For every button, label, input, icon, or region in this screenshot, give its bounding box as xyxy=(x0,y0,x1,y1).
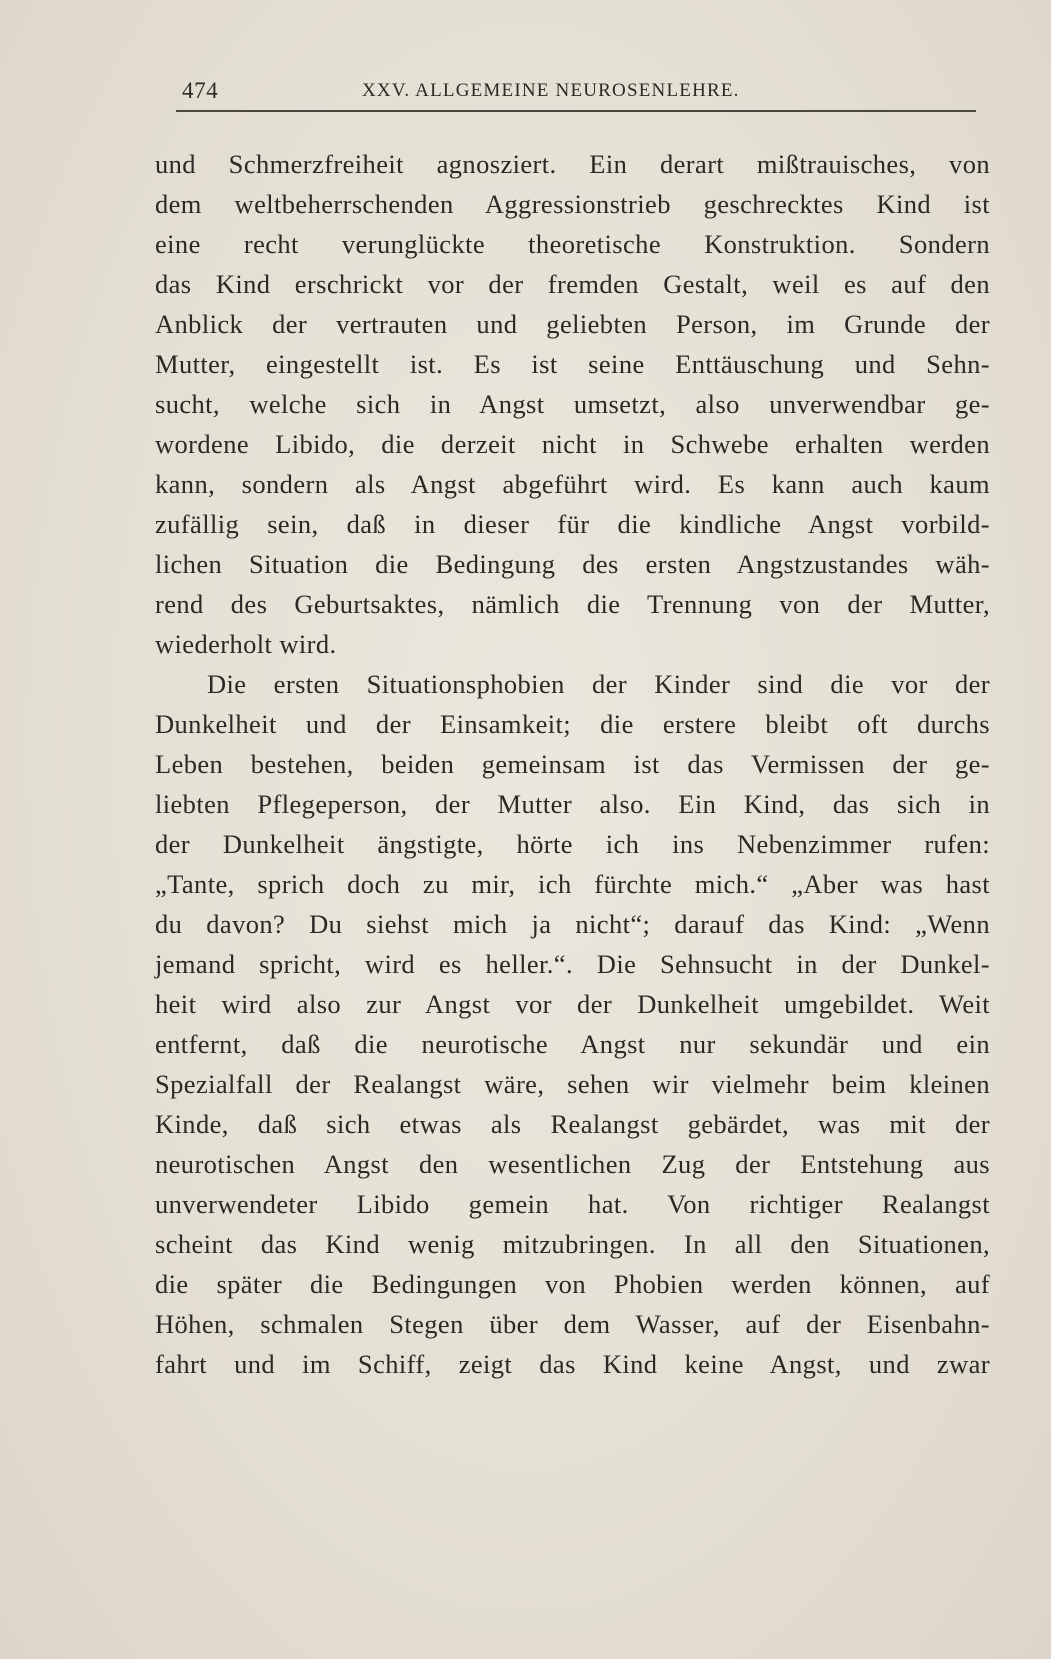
text-line: heit wird also zur Angst vor der Dunkelheit umgebildet. Weit xyxy=(155,989,990,1019)
text-line: liebten Pflegeperson, der Mutter also. Ein Kind, das sich in xyxy=(155,789,990,819)
text-line: zufällig sein, daß in dieser für die kindliche Angst vorbild- xyxy=(155,509,990,539)
text-line: rend des Geburtsaktes, nämlich die Trennung von der Mutter, xyxy=(155,589,990,619)
text-line: Die ersten Situationsphobien der Kinder sind die vor der xyxy=(207,669,990,699)
text-line: Mutter, eingestellt ist. Es ist seine Enttäuschung und Sehn- xyxy=(155,349,990,379)
text-line: die später die Bedingungen von Phobien werden können, auf xyxy=(155,1269,990,1299)
text-line: dem weltbeherrschenden Aggressionstrieb geschrecktes Kind ist xyxy=(155,189,990,219)
text-line: eine recht verunglückte theoretische Konstruktion. Sondern xyxy=(155,229,990,259)
text-line: jemand spricht, wird es heller.“. Die Sehnsucht in der Dunkel- xyxy=(155,949,990,979)
text-line: entfernt, daß die neurotische Angst nur sekundär und ein xyxy=(155,1029,990,1059)
text-line: Höhen, schmalen Stegen über dem Wasser, auf der Eisenbahn- xyxy=(155,1309,990,1339)
text-line: das Kind erschrickt vor der fremden Gestalt, weil es auf den xyxy=(155,269,990,299)
text-line: sucht, welche sich in Angst umsetzt, also unverwendbar ge- xyxy=(155,389,990,419)
text-line: wordene Libido, die derzeit nicht in Schwebe erhalten werden xyxy=(155,429,990,459)
text-line: neurotischen Angst den wesentlichen Zug der Entstehung aus xyxy=(155,1149,990,1179)
running-title: XXV. ALLGEMEINE NEUROSENLEHRE. xyxy=(362,80,740,101)
text-line: Kinde, daß sich etwas als Realangst gebärdet, was mit der xyxy=(155,1109,990,1139)
text-line: Dunkelheit und der Einsamkeit; die erstere bleibt oft durchs xyxy=(155,709,990,739)
text-line: Spezialfall der Realangst wäre, sehen wir vielmehr beim kleinen xyxy=(155,1069,990,1099)
header-rule xyxy=(176,110,976,112)
text-line: Leben bestehen, beiden gemeinsam ist das Vermissen der ge- xyxy=(155,749,990,779)
page-number: 474 xyxy=(182,78,219,103)
text-line: wiederholt wird. xyxy=(155,629,337,659)
text-line: scheint das Kind wenig mitzubringen. In all den Situationen, xyxy=(155,1229,990,1259)
text-line: lichen Situation die Bedingung des ersten Angstzustandes wäh- xyxy=(155,549,990,579)
running-head xyxy=(182,78,982,118)
text-line: unverwendeter Libido gemein hat. Von richtiger Realangst xyxy=(155,1189,990,1219)
text-line: Anblick der vertrauten und geliebten Person, im Grunde der xyxy=(155,309,990,339)
text-line: „Tante, sprich doch zu mir, ich fürchte mich.“ „Aber was hast xyxy=(155,869,990,899)
text-line: kann, sondern als Angst abgeführt wird. Es kann auch kaum xyxy=(155,469,990,499)
text-line: fahrt und im Schiff, zeigt das Kind keine Angst, und zwar xyxy=(155,1349,990,1379)
text-line: und Schmerzfreiheit agnosziert. Ein derart mißtrauisches, von xyxy=(155,149,990,179)
text-line: der Dunkelheit ängstigte, hörte ich ins Nebenzimmer rufen: xyxy=(155,829,990,859)
text-line: du davon? Du siehst mich ja nicht“; darauf das Kind: „Wenn xyxy=(155,909,990,939)
body-text xyxy=(155,144,990,1384)
